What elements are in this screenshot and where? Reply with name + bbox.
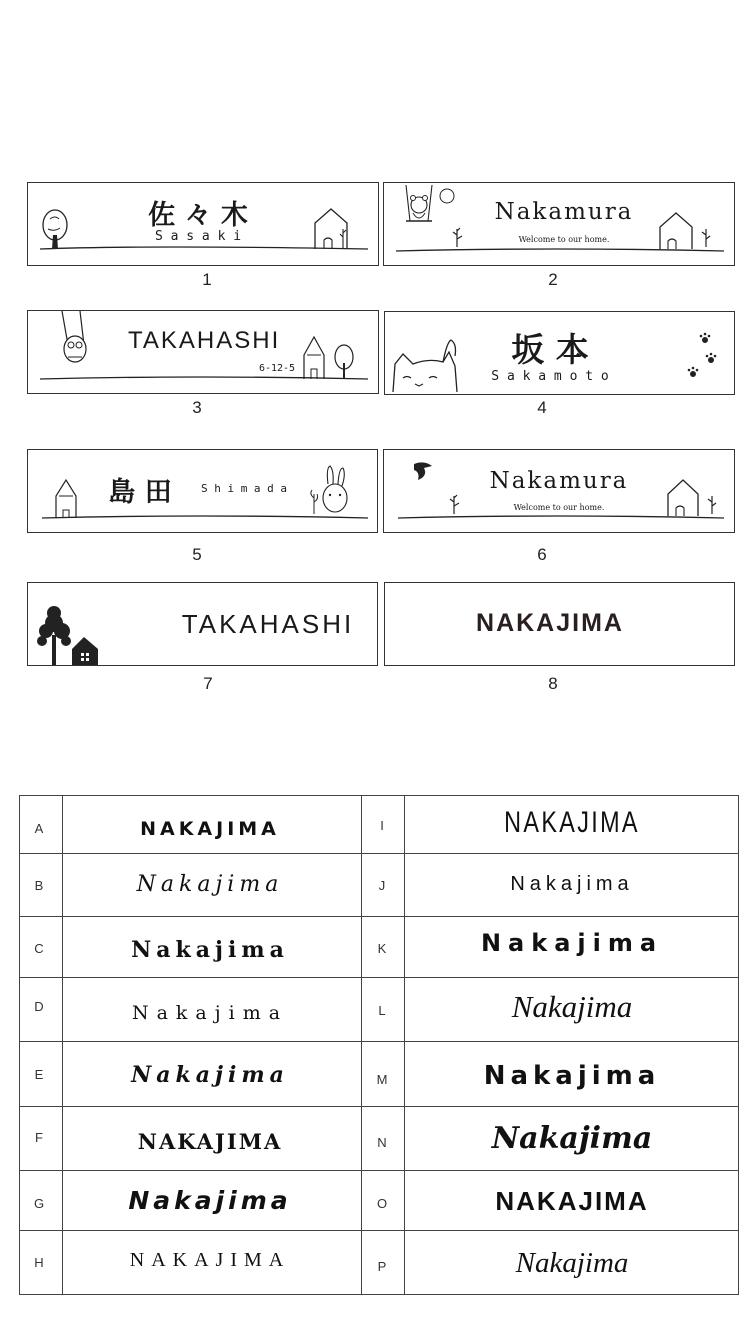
plate-4-romaji: S a k a m o t o (491, 369, 609, 384)
font-letter-j: J (378, 878, 386, 893)
plate-5-number: 5 (192, 545, 202, 564)
font-letter-m: M (376, 1072, 388, 1087)
plate-6-tagline: Welcome to our home. (513, 503, 605, 512)
font-sample-c[interactable]: Nakajima (131, 937, 289, 963)
plate-1-number: 1 (202, 270, 212, 289)
font-letter-i: I (380, 818, 384, 833)
font-sample-f[interactable]: NAKAJIMA (137, 1129, 283, 1154)
plate-3[interactable] (27, 310, 379, 394)
table-divider (20, 853, 739, 854)
font-letter-b: B (34, 878, 44, 893)
plate-2-number: 2 (548, 270, 558, 289)
font-sample-j[interactable]: Nakajima (510, 873, 634, 895)
font-sample-l[interactable]: Nakajima (511, 989, 633, 1024)
plate-3-number: 3 (192, 398, 202, 417)
plate-5[interactable] (27, 449, 378, 533)
plate-4-number: 4 (537, 398, 547, 417)
font-letter-l: L (378, 1003, 386, 1018)
font-sample-h[interactable]: NAKAJIMA (129, 1249, 291, 1271)
plate-5-kanji: 島 田 (108, 477, 172, 508)
table-divider (20, 1041, 739, 1042)
font-letter-g: G (33, 1196, 45, 1211)
plate-5-romaji: S h i m a d a (200, 482, 288, 495)
plate-2-tagline: Welcome to our home. (518, 235, 610, 244)
table-divider (20, 916, 739, 917)
table-divider (20, 1170, 739, 1171)
plate-8-number: 8 (548, 674, 558, 693)
plate-1[interactable] (27, 182, 379, 266)
font-sample-g[interactable]: Nakajima (128, 1186, 292, 1215)
font-table (19, 795, 739, 1295)
table-divider (404, 796, 405, 1294)
font-sample-p[interactable]: Nakajima (515, 1247, 629, 1279)
table-divider (20, 1106, 739, 1107)
table-divider (62, 796, 63, 1294)
plate-7-number: 7 (203, 674, 213, 693)
font-sample-e[interactable]: Nakajima (131, 1062, 289, 1088)
font-letter-a: A (34, 821, 44, 836)
font-sample-o[interactable]: NAKAJIMA (495, 1186, 649, 1216)
font-letter-f: F (35, 1130, 43, 1145)
font-sample-i[interactable]: NAKAJIMA (504, 806, 640, 839)
font-letter-k: K (377, 941, 387, 956)
font-letter-e: E (34, 1067, 44, 1082)
plate-1-romaji: S a s a k i (154, 229, 242, 244)
plate-6-number: 6 (537, 545, 547, 564)
plate-8-name: NAKAJIMA (476, 609, 624, 637)
plate-2-name: Nakamura (494, 199, 634, 225)
plate-3-name: TAKAHASHI (128, 327, 281, 354)
plate-7-name: TAKAHASHI (181, 609, 355, 639)
font-letter-o: O (376, 1196, 388, 1211)
plate-8[interactable] (384, 582, 735, 666)
plate-2[interactable] (383, 182, 735, 266)
font-letter-n: N (377, 1135, 387, 1150)
font-letter-c: C (34, 941, 44, 956)
font-sample-m[interactable]: Nakajima (483, 1061, 661, 1091)
font-letter-h: H (34, 1255, 44, 1270)
font-letter-d: D (34, 999, 44, 1014)
font-letter-p: P (377, 1259, 387, 1274)
table-divider (361, 796, 362, 1294)
font-sample-a[interactable]: NAKAJIMA (140, 818, 280, 840)
font-sample-d[interactable]: Nakajima (131, 1002, 289, 1024)
font-sample-n[interactable]: Nakajima (491, 1121, 653, 1156)
plate-6[interactable] (383, 449, 735, 533)
plate-1-kanji: 佐 々 木 (148, 200, 248, 231)
plate-6-name: Nakamura (489, 468, 629, 494)
table-divider (20, 977, 739, 978)
font-sample-k[interactable]: Nakajima (480, 929, 664, 957)
plate-7[interactable] (27, 582, 378, 666)
plate-4-kanji: 坂 本 (511, 330, 589, 369)
plate-3-address: 6-12-5 (258, 363, 296, 374)
font-sample-b[interactable]: Nakajima (136, 872, 284, 897)
plate-4[interactable] (384, 311, 735, 395)
table-divider (20, 1230, 739, 1231)
